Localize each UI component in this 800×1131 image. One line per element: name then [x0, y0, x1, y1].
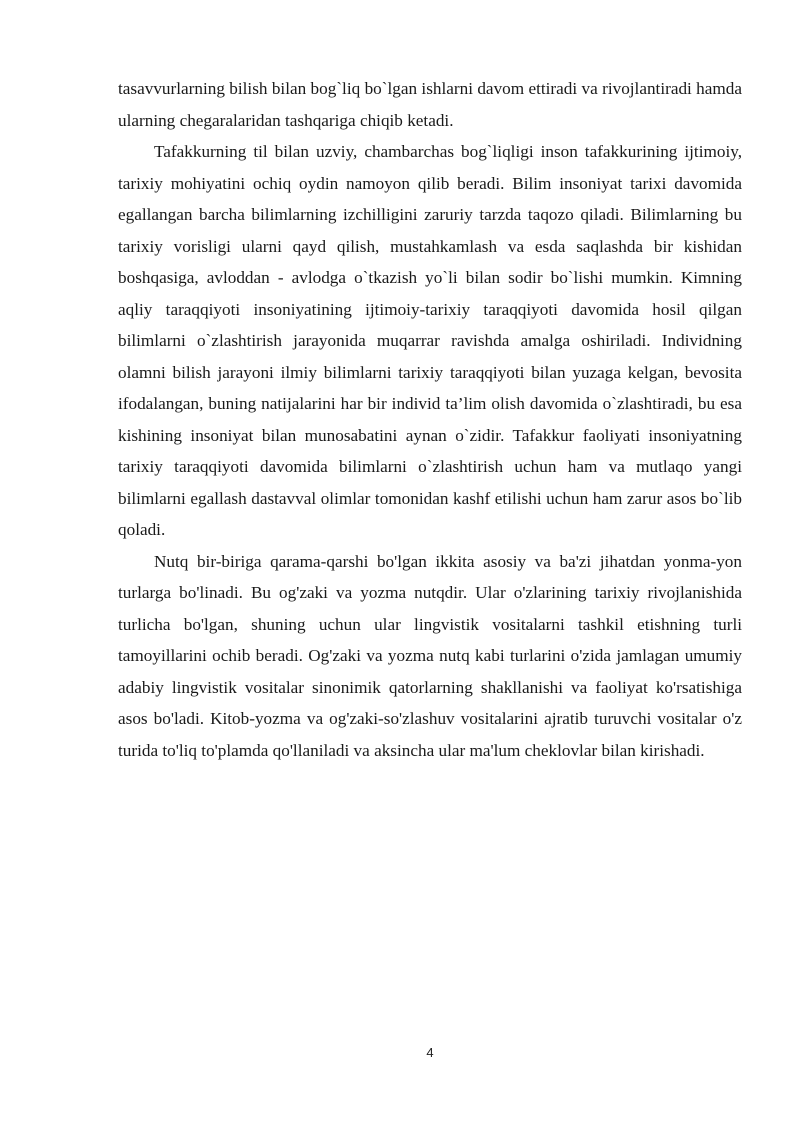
document-body — [118, 73, 742, 766]
paragraph-thinking-language: Tafakkurning til bilan uzviy, chambarchas bog`liqligi inson tafakkurining ijtimoiy, tarixiy mohiyatini ochiq oydin namoyon qilib beradi. Bilim insoniyat tarixi davomida egallangan barcha bilimlarning izchilligini zaruriy tarzda taqozo qiladi. Bilimlarning bu tarixiy vorisligi ularni qayd qilish, mustahkamlash va esda saqlashda bir kishidan boshqasiga, avloddan - avlodga o`tkazish yo`li bilan sodir bo`lishi mumkin. Kimning aqliy taraqqiyoti insoniyatining ijtimoiy-tarixiy taraqqiyoti davomida hosil qilgan bilimlarni o`zlashtirish jarayonida muqarrar ravishda amalga oshiriladi. Individning olamni bilish jarayoni ilmiy bilimlarni tarixiy taraqqiyoti bilan yuzaga kelgan, bevosita ifodalangan, buning natijalarini har bir individ ta’lim olish davomida o`zlashtiradi, bu esa kishining insoniyat bilan munosabatini aynan o`zidir. Tafakkur faoliyati insoniyatning tarixiy taraqqiyoti davomida bilimlarni o`zlashtirish uchun ham va mutlaqo yangi bilimlarni egallash dastavval olimlar tomonidan kashf etilishi uchun ham zarur asos bo`lib qoladi. — [118, 142, 742, 539]
paragraph-continuation: tasavvurlarning bilish bilan bog`liq bo`lgan ishlarni davom ettiradi va rivojlantiradi hamda ularning chegaralaridan tashqariga chiqib ketadi. — [118, 79, 742, 130]
page-number: 4 — [426, 1045, 434, 1060]
paragraph-speech-types: Nutq bir-biriga qarama-qarshi bo'lgan ikkita asosiy va ba'zi jihatdan yonma-yon turlarga bo'linadi. Bu og'zaki va yozma nutqdir. Ular o'zlarining tarixiy rivojlanishida turlicha bo'lgan, shuning uchun ular lingvistik vositalarni tashkil etishning turli tamoyillarini ochib beradi. Og'zaki va yozma nutq kabi turlarini o'zida jamlagan umumiy adabiy lingvistik vositalar sinonimik qatorlarning shakllanishi va faoliyat ko'rsatishiga asos bo'ladi. Kitob-yozma va og'zaki-so'zlashuv vositalarini ajratib turuvchi vositalar o'z turida to'liq to'plamda qo'llaniladi va aksincha ular ma'lum cheklovlar bilan kirishadi. — [118, 551, 742, 760]
